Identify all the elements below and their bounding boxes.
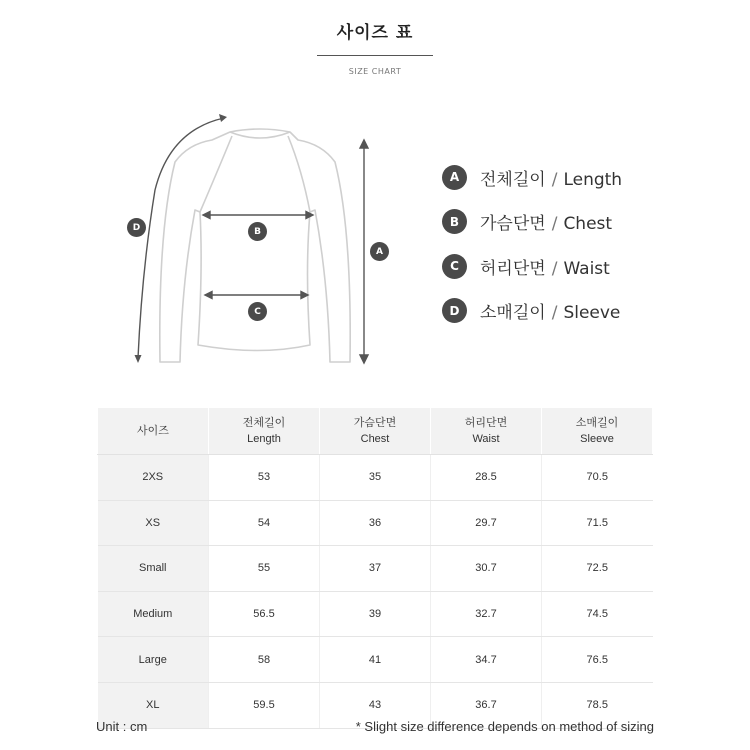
column-header-sleeve: 소매길이 Sleeve <box>542 408 653 455</box>
waist-cell: 29.7 <box>431 500 542 546</box>
page-title: 사이즈 표 <box>336 23 414 43</box>
length-cell: 58 <box>209 637 320 683</box>
sleeve-cell: 71.5 <box>542 500 653 546</box>
chest-cell: 39 <box>320 591 431 637</box>
table-row <box>98 637 653 683</box>
legend-item-chest <box>442 207 622 237</box>
marker-c: C <box>248 302 267 321</box>
sizing-disclaimer: * Slight size difference depends on method of sizing <box>355 719 654 734</box>
marker-a: A <box>370 242 389 261</box>
legend-label: 소매길이 / Sleeve <box>480 303 621 323</box>
size-cell: XS <box>98 500 209 546</box>
size-cell: Large <box>98 637 209 683</box>
unit-note: Unit : cm <box>96 719 148 734</box>
legend-label: 가슴단면 / Chest <box>480 214 613 234</box>
size-cell: 2XS <box>98 455 209 501</box>
waist-cell: 32.7 <box>431 591 542 637</box>
chest-cell: 37 <box>320 546 431 592</box>
garment-diagram <box>100 100 420 380</box>
waist-cell: 34.7 <box>431 637 542 683</box>
page-subtitle: SIZE CHART <box>348 67 402 76</box>
size-cell: XL <box>98 682 209 728</box>
waist-cell: 36.7 <box>431 682 542 728</box>
sleeve-cell: 76.5 <box>542 637 653 683</box>
table-row <box>98 591 653 637</box>
chest-cell: 36 <box>320 500 431 546</box>
sleeve-cell: 74.5 <box>542 591 653 637</box>
sleeve-cell: 70.5 <box>542 455 653 501</box>
legend-item-sleeve <box>442 296 622 326</box>
length-cell: 54 <box>209 500 320 546</box>
length-cell: 53 <box>209 455 320 501</box>
header <box>0 14 750 76</box>
legend-badge-a: A <box>442 165 467 190</box>
marker-d: D <box>127 218 146 237</box>
sleeve-cell: 78.5 <box>542 682 653 728</box>
legend-badge-d: D <box>442 298 467 323</box>
measurement-legend <box>442 162 622 340</box>
legend-label: 허리단면 / Waist <box>480 258 610 279</box>
column-header-chest: 가슴단면 Chest <box>320 408 431 455</box>
waist-cell: 30.7 <box>431 546 542 592</box>
chest-cell: 43 <box>320 682 431 728</box>
length-cell: 56.5 <box>209 591 320 637</box>
column-header-size: 사이즈 <box>98 408 209 455</box>
legend-label: 전체길이 / Length <box>480 169 623 190</box>
legend-badge-c: C <box>442 254 467 279</box>
length-cell: 55 <box>209 546 320 592</box>
legend-item-waist <box>442 251 622 281</box>
legend-item-length <box>442 162 622 192</box>
legend-badge-b: B <box>442 209 467 234</box>
length-cell: 59.5 <box>209 682 320 728</box>
size-table <box>97 407 653 729</box>
table-row <box>98 500 653 546</box>
table-row <box>98 546 653 592</box>
marker-b: B <box>248 222 267 241</box>
waist-cell: 28.5 <box>431 455 542 501</box>
chest-cell: 35 <box>320 455 431 501</box>
title-divider <box>317 55 433 56</box>
column-header-length: 전체길이 Length <box>209 408 320 455</box>
table-header-row <box>98 408 653 455</box>
column-header-waist: 허리단면 Waist <box>431 408 542 455</box>
table-row <box>98 455 653 501</box>
chest-cell: 41 <box>320 637 431 683</box>
size-cell: Small <box>98 546 209 592</box>
size-cell: Medium <box>98 591 209 637</box>
sleeve-cell: 72.5 <box>542 546 653 592</box>
